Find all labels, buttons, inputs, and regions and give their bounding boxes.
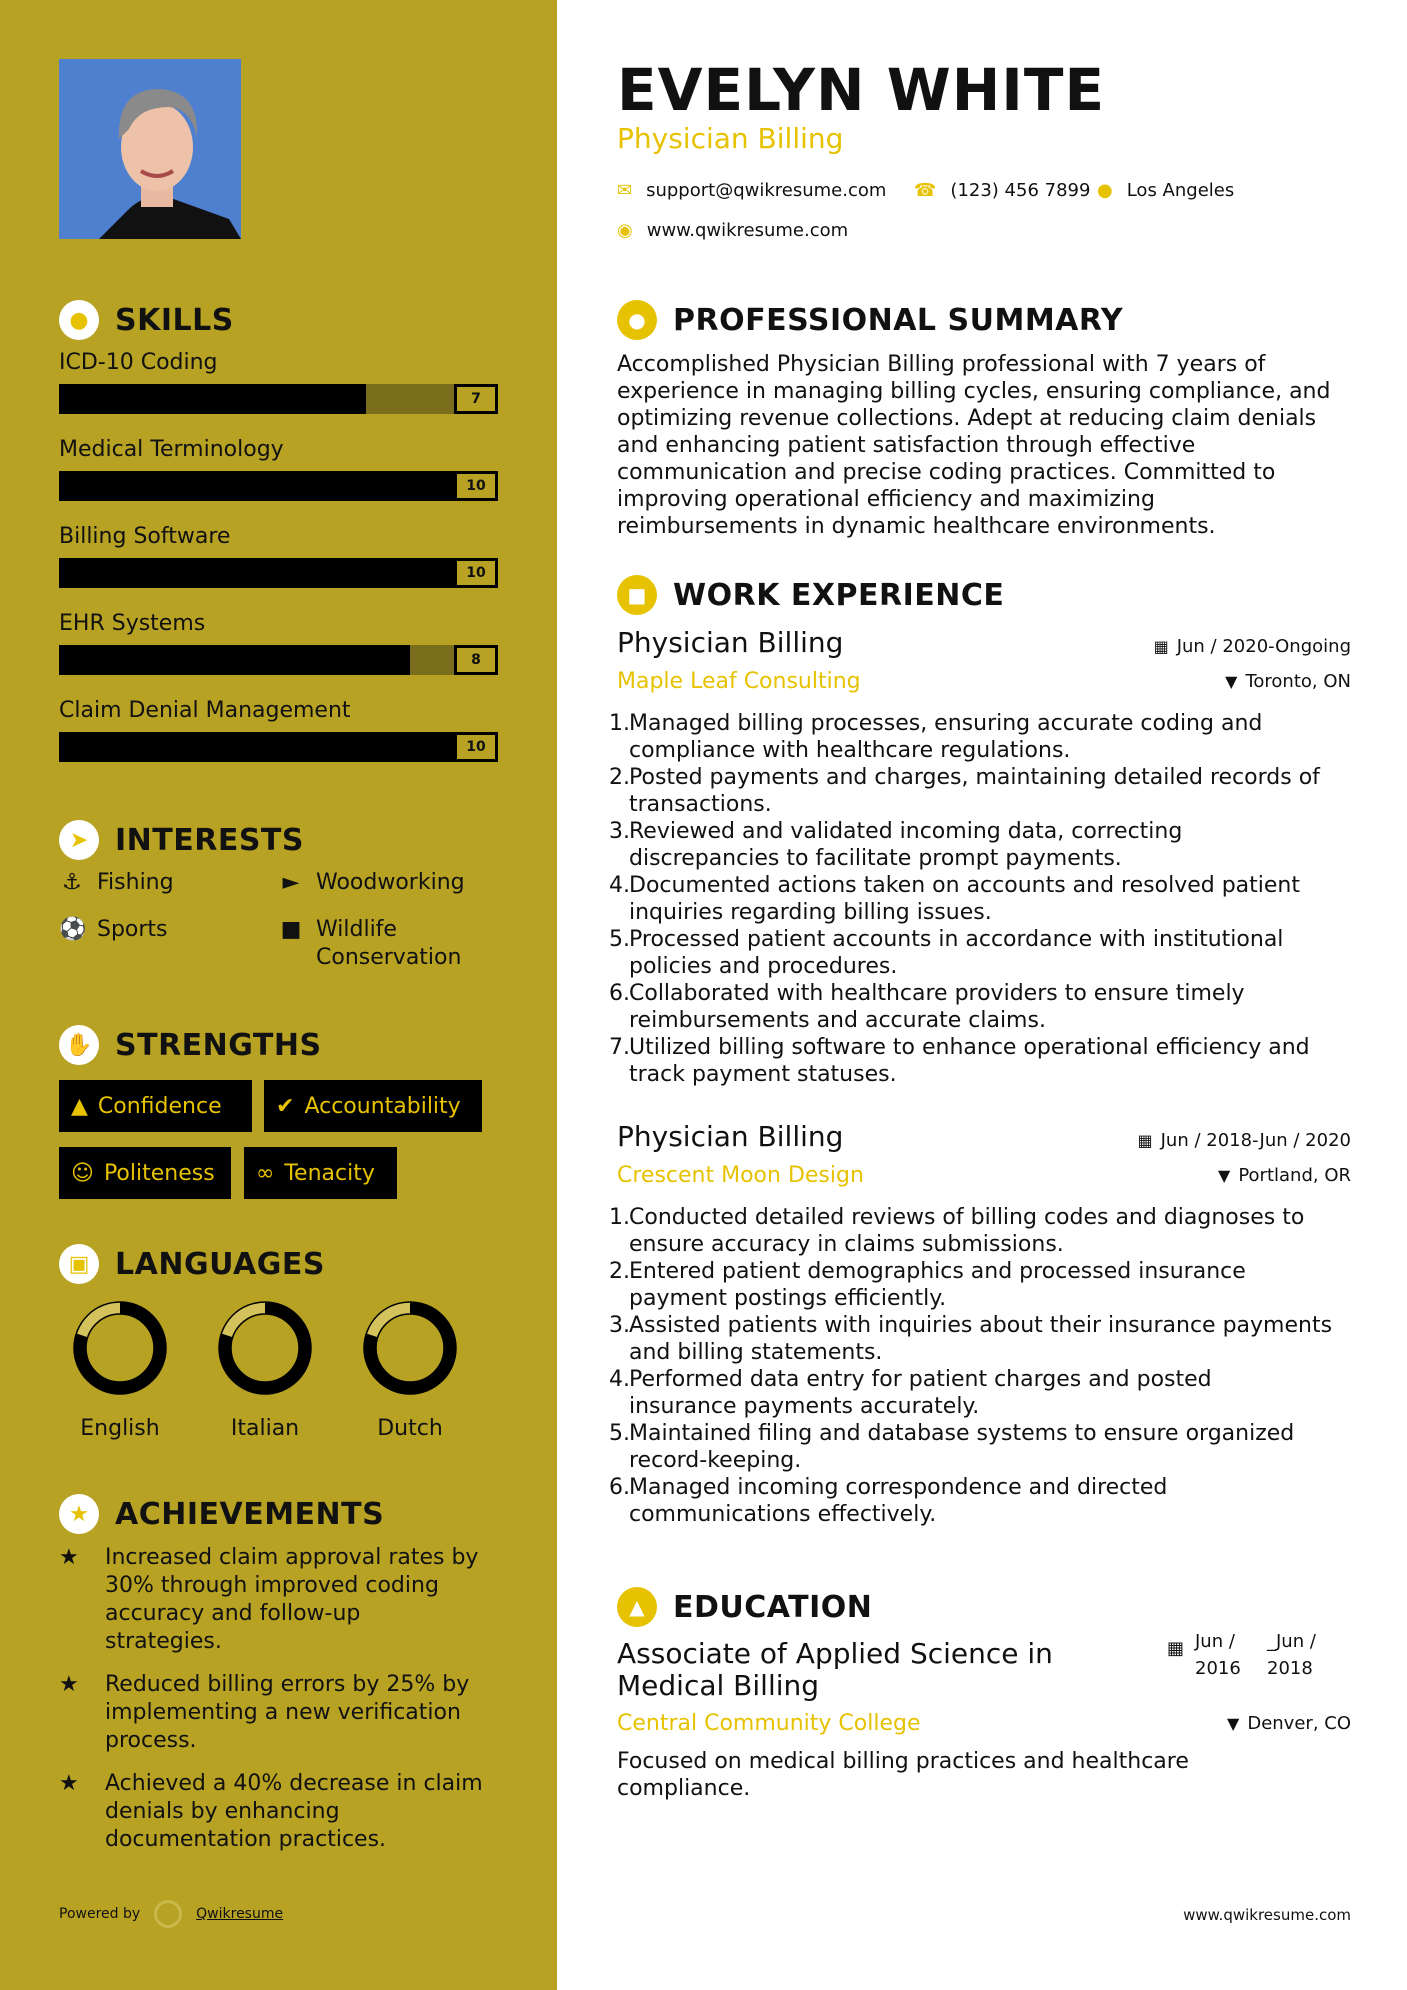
powered-by-label: Powered by <box>59 1906 141 1922</box>
strength-label: Confidence <box>97 1093 222 1119</box>
job-title: Physician Billing <box>617 626 844 659</box>
interest-label <box>316 916 461 972</box>
education-end <box>1267 1628 1316 1682</box>
duty-item: 5. Processed patient accounts in accordance with institutional policies and procedures. <box>617 926 1357 980</box>
duty-line: communications effectively. <box>629 1502 937 1527</box>
education-description <box>617 1748 1357 1802</box>
interest-label-line: Wildlife <box>316 917 397 942</box>
id-card-icon: ▣ <box>59 1244 99 1284</box>
job-company: Crescent Moon Design <box>617 1163 864 1188</box>
candidate-role: Physician Billing <box>617 122 844 155</box>
duty-line: Managed incoming correspondence and directed <box>629 1475 1168 1500</box>
phone-text[interactable]: (123) 456 7899 <box>950 180 1091 201</box>
qwikresume-logo-icon <box>154 1900 182 1928</box>
achievement-line: Reduced billing errors by 25% by <box>105 1672 470 1697</box>
contact-email <box>617 180 886 201</box>
achievement-line: Increased claim approval rates by <box>105 1545 479 1570</box>
scroll-icon: ■ <box>280 917 302 942</box>
main-content <box>557 0 1407 1990</box>
map-pin-icon: ● <box>1097 180 1113 201</box>
email-text[interactable]: support@qwikresume.com <box>646 180 887 201</box>
duty-line: transactions. <box>629 792 772 817</box>
achievements-header <box>59 1494 384 1534</box>
skill-bar-fill <box>59 471 498 501</box>
duty-line: insurance payments accurately. <box>629 1394 980 1419</box>
duty-line: inquiries regarding billing issues. <box>629 900 992 925</box>
job-dates <box>1154 636 1351 657</box>
duty-item: 1. Managed billing processes, ensuring accurate coding and compliance with healthcare regulations. <box>617 710 1357 764</box>
achievement-text <box>105 1544 478 1656</box>
achievement-line: Achieved a 40% decrease in claim <box>105 1771 483 1796</box>
ring-outline <box>86 1314 154 1382</box>
summary-line: optimizing revenue collections. Adept at reducing claim denials <box>617 406 1317 431</box>
job-location <box>1225 671 1351 692</box>
skill-item <box>59 524 499 588</box>
duty-line: compliance with healthcare regulations. <box>629 738 1071 763</box>
duty-line: Processed patient accounts in accordance with institutional <box>629 927 1284 952</box>
skill-level: 8 <box>454 645 498 675</box>
contact-website <box>617 220 848 241</box>
skill-name: Claim Denial Management <box>59 698 351 723</box>
duty-line: Performed data entry for patient charges and posted <box>629 1367 1212 1392</box>
summary-line: communication and precise coding practices. Committed to <box>617 460 1276 485</box>
degree-line: Associate of Applied Science in <box>617 1637 1053 1670</box>
job-duties <box>609 1204 1357 1528</box>
strength-label: Politeness <box>103 1160 215 1186</box>
duty-item: 3. Reviewed and validated incoming data, correcting discrepancies to facilitate prompt payments. <box>617 818 1357 872</box>
profile-photo <box>59 59 241 239</box>
duty-item: 2. Posted payments and charges, maintaining detailed records of transactions. <box>617 764 1357 818</box>
smile-icon: ☺ <box>71 1160 94 1186</box>
achievement-item <box>59 1671 499 1755</box>
candidate-name: EVELYN WHITE <box>617 56 1106 124</box>
location-text: Los Angeles <box>1126 180 1235 201</box>
job-location <box>1218 1165 1351 1186</box>
end-month: _Jun / <box>1267 1631 1316 1652</box>
calendar-icon: ▦ <box>1153 637 1169 656</box>
degree-line: Medical Billing <box>617 1669 820 1702</box>
graduation-icon: ▲ <box>617 1587 657 1627</box>
thumbs-up-icon: ▲ <box>71 1093 88 1119</box>
strength-tag <box>244 1147 397 1199</box>
interest-item <box>278 916 461 972</box>
achievement-text <box>105 1770 483 1854</box>
ring-outline <box>376 1314 444 1382</box>
duty-line: Maintained filing and database systems to ensure organized <box>629 1421 1295 1446</box>
duty-item: 5. Maintained filing and database systems to ensure organized record-keeping. <box>617 1420 1357 1474</box>
achievement-item <box>59 1544 499 1656</box>
language-name: Dutch <box>377 1416 443 1441</box>
star-icon: ★ <box>59 1771 79 1796</box>
interest-label: Sports <box>97 917 168 942</box>
strength-label: Tenacity <box>284 1160 375 1186</box>
sidebar <box>0 0 557 1990</box>
strength-tag <box>59 1080 252 1132</box>
duty-item: 1. Conducted detailed reviews of billing codes and diagnoses to ensure accuracy in claims submissions. <box>617 1204 1357 1258</box>
job-dates <box>1137 1130 1351 1151</box>
skill-bar-fill <box>59 732 498 762</box>
duty-line: reimbursements and accurate claims. <box>629 1008 1046 1033</box>
link-icon: ∞ <box>256 1160 275 1186</box>
duty-line: ensure accuracy in claims submissions. <box>629 1232 1064 1257</box>
duty-line: track payment statuses. <box>629 1062 897 1087</box>
pushpin-icon: ▼ <box>1225 672 1238 691</box>
skill-item <box>59 350 499 414</box>
duty-line: Managed billing processes, ensuring accurate coding and <box>629 711 1263 736</box>
education-header <box>617 1587 872 1627</box>
envelope-icon: ✉ <box>617 180 633 201</box>
qwikresume-link[interactable]: Qwikresume <box>196 1906 284 1922</box>
education-location <box>1227 1713 1351 1734</box>
skill-bar <box>59 471 498 501</box>
interest-item <box>59 916 168 944</box>
duty-line: policies and procedures. <box>629 954 898 979</box>
duty-line: Assisted patients with inquiries about their insurance payments <box>629 1313 1333 1338</box>
skill-bar <box>59 645 498 675</box>
skill-name: Medical Terminology <box>59 437 284 462</box>
website-text[interactable]: www.qwikresume.com <box>646 220 849 241</box>
ring-outline <box>219 1302 311 1394</box>
summary-line: reimbursements in dynamic healthcare environments. <box>617 514 1216 539</box>
education-degree <box>617 1638 1077 1702</box>
job-location-text: Toronto, ON <box>1245 671 1351 692</box>
skill-bar <box>59 384 498 414</box>
skill-bar-fill <box>59 645 410 675</box>
duty-item: 4. Performed data entry for patient charges and posted insurance payments accurately. <box>617 1366 1357 1420</box>
interest-label: Fishing <box>97 870 174 895</box>
job-duties <box>609 710 1357 1088</box>
duty-item: 6. Managed incoming correspondence and directed communications effectively. <box>617 1474 1357 1528</box>
skill-level: 10 <box>454 558 498 588</box>
contact-location <box>1097 180 1234 201</box>
duty-line: record-keeping. <box>629 1448 802 1473</box>
achievement-line: implementing a new verification <box>105 1700 461 1725</box>
phone-icon: ☎ <box>914 180 937 201</box>
star-icon: ★ <box>59 1545 79 1570</box>
duty-line: Reviewed and validated incoming data, correcting <box>629 819 1183 844</box>
education-desc-line: Focused on medical billing practices and healthcare <box>617 1749 1189 1774</box>
achievements-title: ACHIEVEMENTS <box>115 1496 385 1532</box>
skill-level: 10 <box>454 732 498 762</box>
fist-icon: ✋ <box>59 1025 99 1065</box>
language-ring <box>360 1298 460 1398</box>
pushpin-icon: ▼ <box>1227 1714 1240 1733</box>
education-school: Central Community College <box>617 1711 921 1736</box>
ring-outline <box>231 1314 299 1382</box>
achievement-line: accuracy and follow-up <box>105 1601 361 1626</box>
start-month: Jun / <box>1195 1631 1235 1652</box>
footer-url[interactable]: www.qwikresume.com <box>1183 1906 1351 1924</box>
duty-item: 6. Collaborated with healthcare providers to ensure timely reimbursements and accurate claims. <box>617 980 1357 1034</box>
job-company: Maple Leaf Consulting <box>617 669 861 694</box>
duty-item: 2. Entered patient demographics and processed insurance payment postings efficiently. <box>617 1258 1357 1312</box>
skill-bar <box>59 732 498 762</box>
education-location-text: Denver, CO <box>1247 1713 1351 1734</box>
experience-header <box>617 575 1004 615</box>
skill-bar <box>59 558 498 588</box>
duty-line: Collaborated with healthcare providers to ensure timely <box>629 981 1245 1006</box>
interest-item <box>59 869 174 897</box>
duty-line: Utilized billing software to enhance operational efficiency and <box>629 1035 1310 1060</box>
strengths-title: STRENGTHS <box>115 1027 322 1063</box>
interests-title: INTERESTS <box>115 822 304 858</box>
anchor-icon: ⚓ <box>62 870 82 895</box>
education-desc-line: compliance. <box>617 1776 751 1801</box>
strength-tag <box>59 1147 231 1199</box>
skill-item <box>59 698 499 762</box>
language-name: English <box>80 1416 160 1441</box>
achievement-line: strategies. <box>105 1629 222 1654</box>
duty-line: Conducted detailed reviews of billing codes and diagnoses to <box>629 1205 1305 1230</box>
calendar-icon: ▦ <box>1167 1638 1185 1659</box>
duty-line: Entered patient demographics and processed insurance <box>629 1259 1246 1284</box>
language-name: Italian <box>230 1416 300 1441</box>
summary-line: improving operational efficiency and maximizing <box>617 487 1155 512</box>
skill-name: ICD-10 Coding <box>59 350 218 375</box>
avatar <box>59 59 241 239</box>
duty-line: and billing statements. <box>629 1340 883 1365</box>
skills-title: SKILLS <box>115 302 234 338</box>
job-dates-text: Jun / 2020-Ongoing <box>1176 636 1351 657</box>
star-icon: ★ <box>59 1672 79 1697</box>
check-circle-icon: ✔ <box>276 1093 295 1119</box>
calendar-icon: ▦ <box>1137 1131 1153 1150</box>
skill-bar-fill <box>59 384 366 414</box>
strength-label: Accountability <box>304 1093 461 1119</box>
interest-label-line: Conservation <box>316 945 462 970</box>
summary-line: experience in managing billing cycles, ensuring compliance, and <box>617 379 1331 404</box>
strengths-header <box>59 1025 322 1065</box>
skills-header <box>59 300 234 340</box>
powered-by <box>59 1900 283 1928</box>
skill-level: 7 <box>454 384 498 414</box>
skill-level: 10 <box>454 471 498 501</box>
duty-line: discrepancies to facilitate prompt payments. <box>629 846 1122 871</box>
duty-line: Posted payments and charges, maintaining detailed records of <box>629 765 1320 790</box>
language-ring <box>215 1298 315 1398</box>
job-location-text: Portland, OR <box>1238 1165 1351 1186</box>
summary-header <box>617 300 1123 340</box>
contact-phone <box>914 180 1090 201</box>
job-dates-text: Jun / 2018-Jun / 2020 <box>1160 1130 1351 1151</box>
interest-label: Woodworking <box>316 870 465 895</box>
achievement-line: process. <box>105 1728 197 1753</box>
duty-line: Documented actions taken on accounts and resolved patient <box>629 873 1300 898</box>
duty-item: 4. Documented actions taken on accounts and resolved patient inquiries regarding billing issues. <box>617 872 1357 926</box>
skill-name: EHR Systems <box>59 611 206 636</box>
duty-item: 7. Utilized billing software to enhance operational efficiency and track payment statuses. <box>617 1034 1357 1088</box>
language-item <box>345 1298 475 1441</box>
skill-name: Billing Software <box>59 524 231 549</box>
summary-line: and enhancing patient satisfaction through effective <box>617 433 1196 458</box>
experience-title: WORK EXPERIENCE <box>673 577 1005 613</box>
languages-header <box>59 1244 325 1284</box>
achievement-line: 30% through improved coding <box>105 1573 439 1598</box>
language-item <box>200 1298 330 1441</box>
summary-line: Accomplished Physician Billing professional with 7 years of <box>617 352 1266 377</box>
summary-text <box>617 351 1357 540</box>
pushpin-icon: ▼ <box>1218 1166 1231 1185</box>
paper-plane-icon: ➤ <box>59 820 99 860</box>
end-year: 2018 <box>1267 1658 1313 1679</box>
skill-item <box>59 437 499 501</box>
ring-outline <box>364 1302 456 1394</box>
interests-header <box>59 820 304 860</box>
megaphone-icon: ► <box>282 870 300 895</box>
lightbulb-icon: ● <box>59 300 99 340</box>
skill-bar-fill <box>59 558 498 588</box>
achievement-text <box>105 1671 469 1755</box>
job-title: Physician Billing <box>617 1120 844 1153</box>
achievement-line: denials by enhancing <box>105 1799 340 1824</box>
briefcase-chair-icon: ■ <box>617 575 657 615</box>
summary-title: PROFESSIONAL SUMMARY <box>673 302 1124 338</box>
achievement-item <box>59 1770 499 1854</box>
duty-item: 3. Assisted patients with inquiries about their insurance payments and billing statements. <box>617 1312 1357 1366</box>
start-year: 2016 <box>1195 1658 1241 1679</box>
education-title: EDUCATION <box>673 1589 873 1625</box>
skill-item <box>59 611 499 675</box>
ring-outline <box>74 1302 166 1394</box>
strength-tag <box>264 1080 482 1132</box>
language-item <box>55 1298 185 1441</box>
interest-item <box>278 869 465 897</box>
soccer-ball-icon: ⚽ <box>59 917 87 942</box>
globe-icon: ◉ <box>617 220 633 241</box>
education-start <box>1195 1628 1241 1682</box>
language-ring <box>70 1298 170 1398</box>
languages-title: LANGUAGES <box>115 1246 325 1282</box>
achievement-line: documentation practices. <box>105 1827 387 1852</box>
duty-line: payment postings efficiently. <box>629 1286 947 1311</box>
user-icon: ● <box>617 300 657 340</box>
star-badge-icon: ★ <box>59 1494 99 1534</box>
